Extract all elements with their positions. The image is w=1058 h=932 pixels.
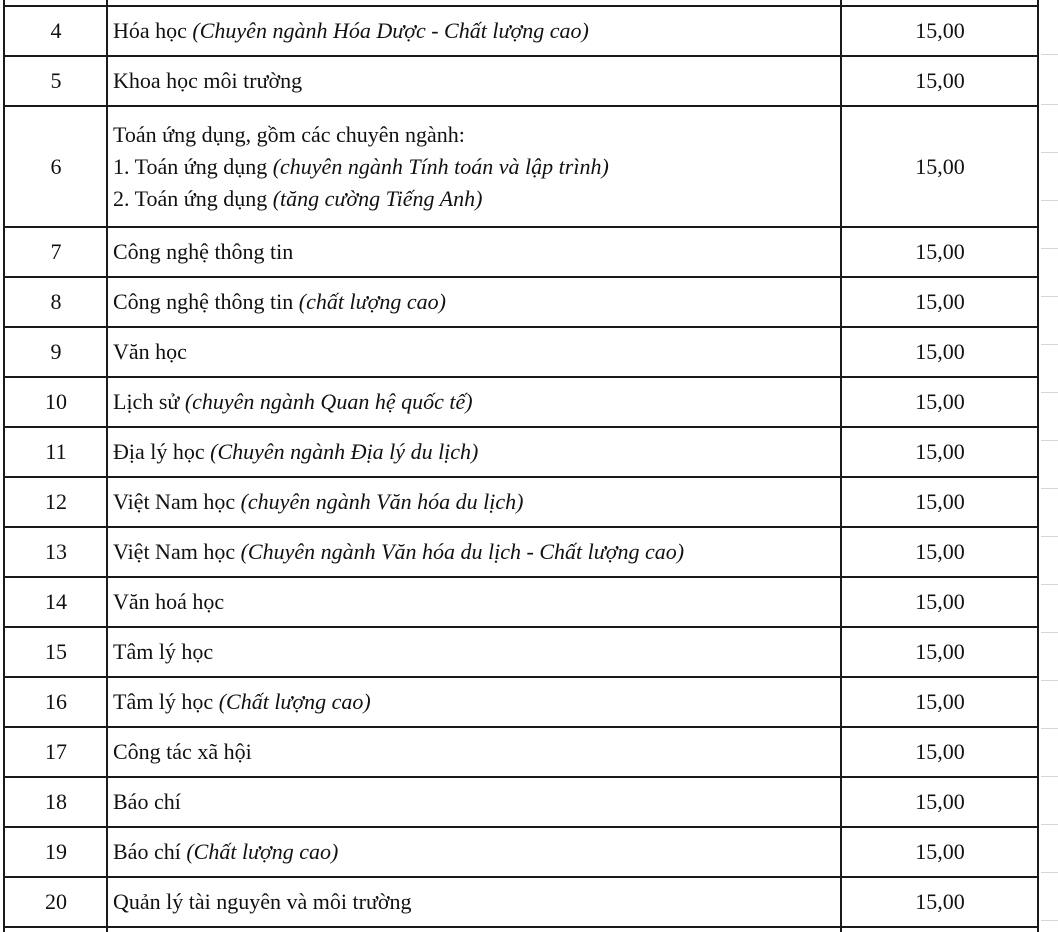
sheet-gridline <box>1041 824 1058 825</box>
major-note: (chất lượng cao) <box>298 289 446 314</box>
major-note: (Chất lượng cao) <box>186 839 339 864</box>
row-number: 8 <box>50 289 62 314</box>
sheet-gridline <box>1041 152 1058 153</box>
row-number: 4 <box>50 18 62 43</box>
score-cell: 15,00 <box>915 789 965 814</box>
row-number: 16 <box>45 689 67 714</box>
sheet-gridline <box>1041 872 1058 873</box>
major-text <box>113 739 252 765</box>
sheet-gridline <box>1041 54 1058 55</box>
major-name: Địa lý học <box>113 439 211 464</box>
major-cell <box>108 527 841 577</box>
table-row <box>0 277 1058 327</box>
major-lines <box>113 119 609 215</box>
sheet-gridline <box>1041 584 1058 585</box>
major-name: 2. Toán ứng dụng <box>113 185 273 211</box>
major-name: Tâm lý học <box>113 639 214 664</box>
row-number: 11 <box>45 439 67 464</box>
major-name: Việt Nam học <box>113 539 241 564</box>
table-row <box>0 727 1058 777</box>
row-number: 20 <box>45 889 67 914</box>
major-name: 1. Toán ứng dụng <box>113 153 273 179</box>
table-row <box>0 327 1058 377</box>
table-row <box>0 527 1058 577</box>
sheet-gridline <box>1041 200 1058 201</box>
major-name: Quản lý tài nguyên và môi trường <box>113 889 412 914</box>
major-note: (chuyên ngành Quan hệ quốc tế) <box>184 389 473 414</box>
row-border <box>4 326 1039 328</box>
major-cell <box>108 427 841 477</box>
major-cell <box>108 627 841 677</box>
major-text <box>113 389 473 415</box>
score-cell: 15,00 <box>915 639 965 664</box>
major-name: Công nghệ thông tin <box>113 289 299 314</box>
row-number: 10 <box>45 389 67 414</box>
row-number: 17 <box>45 739 67 764</box>
major-cell <box>108 877 841 927</box>
column-border <box>3 0 5 932</box>
major-text <box>113 18 589 44</box>
sheet-gridline <box>1041 248 1058 249</box>
major-cell <box>108 727 841 777</box>
major-cell <box>108 6 841 56</box>
score-cell: 15,00 <box>915 239 965 264</box>
score-cell: 15,00 <box>915 889 965 914</box>
score-cell: 15,00 <box>915 289 965 314</box>
major-line <box>113 119 609 151</box>
major-name: Báo chí <box>113 789 181 814</box>
major-text <box>113 639 213 665</box>
major-cell <box>108 277 841 327</box>
row-border <box>4 826 1039 828</box>
major-text <box>113 239 293 265</box>
major-name: Công tác xã hội <box>113 739 252 764</box>
score-cell: 15,00 <box>915 689 965 714</box>
major-cell <box>108 777 841 827</box>
major-text <box>113 339 187 365</box>
major-name: Tâm lý học <box>113 689 219 714</box>
column-border <box>1037 0 1039 932</box>
major-cell <box>108 577 841 627</box>
major-text <box>113 839 338 865</box>
sheet-gridline <box>1041 344 1058 345</box>
sheet-gridline <box>1041 536 1058 537</box>
table-row <box>0 777 1058 827</box>
major-text <box>113 889 412 915</box>
sheet-gridline <box>1041 392 1058 393</box>
sheet-gridline <box>1041 632 1058 633</box>
row-border <box>4 576 1039 578</box>
table-row <box>0 227 1058 277</box>
row-border <box>4 876 1039 878</box>
major-line <box>113 183 609 215</box>
row-number: 9 <box>50 339 62 364</box>
table-row <box>0 477 1058 527</box>
score-cell: 15,00 <box>915 539 965 564</box>
major-text <box>113 589 224 615</box>
major-text <box>113 68 302 94</box>
major-name: Văn hoá học <box>113 589 225 614</box>
row-number: 19 <box>45 839 67 864</box>
row-border <box>4 55 1039 57</box>
major-note: (tăng cường Tiếng Anh) <box>272 185 483 211</box>
major-name: Báo chí <box>113 839 187 864</box>
score-cell: 15,00 <box>915 68 965 93</box>
major-note: (chuyên ngành Văn hóa du lịch) <box>240 489 524 514</box>
row-number: 15 <box>45 639 67 664</box>
score-cell: 15,00 <box>915 739 965 764</box>
row-border <box>4 926 1039 928</box>
major-note: (Chuyên ngành Văn hóa du lịch - Chất lượng cao) <box>240 539 685 564</box>
score-cell: 15,00 <box>915 589 965 614</box>
sheet-gridline <box>1041 488 1058 489</box>
major-text <box>113 489 523 515</box>
row-border <box>4 676 1039 678</box>
sheet-gridline <box>1041 920 1058 921</box>
major-cell <box>108 827 841 877</box>
row-border <box>4 426 1039 428</box>
row-border <box>4 5 1039 7</box>
score-cell: 15,00 <box>915 339 965 364</box>
table-row <box>0 56 1058 106</box>
sheet-gridline <box>1041 296 1058 297</box>
row-number: 18 <box>45 789 67 814</box>
row-border <box>4 476 1039 478</box>
major-cell <box>108 677 841 727</box>
sheet-gridline <box>1041 728 1058 729</box>
major-line <box>113 151 609 183</box>
table-row <box>0 577 1058 627</box>
row-number: 6 <box>50 153 62 179</box>
row-border <box>4 105 1039 107</box>
score-cell: 15,00 <box>915 489 965 514</box>
table-row <box>0 627 1058 677</box>
major-note: (Chuyên ngành Hóa Dược - Chất lượng cao) <box>192 18 589 43</box>
table-row <box>0 377 1058 427</box>
sheet-gridline <box>1041 680 1058 681</box>
table-row <box>0 6 1058 56</box>
major-name: Văn học <box>113 339 187 364</box>
major-cell <box>108 377 841 427</box>
row-border <box>4 376 1039 378</box>
table-row <box>0 106 1058 227</box>
row-number: 7 <box>50 239 62 264</box>
major-name: Toán ứng dụng, gồm các chuyên ngành: <box>113 121 465 147</box>
major-cell <box>108 56 841 106</box>
column-border <box>106 0 108 932</box>
major-text <box>113 289 446 315</box>
row-number: 14 <box>45 589 67 614</box>
table-row <box>0 877 1058 927</box>
sheet-gridline <box>1041 104 1058 105</box>
major-note: (Chất lượng cao) <box>218 689 371 714</box>
sheet-gridline <box>1041 776 1058 777</box>
row-number: 13 <box>45 539 67 564</box>
major-name: Lịch sử <box>113 389 185 414</box>
table-row <box>0 827 1058 877</box>
major-name: Hóa học <box>113 18 193 43</box>
major-cell <box>108 227 841 277</box>
score-cell: 15,00 <box>915 839 965 864</box>
major-cell <box>108 327 841 377</box>
score-cell: 15,00 <box>915 389 965 414</box>
row-border <box>4 776 1039 778</box>
score-cell: 15,00 <box>915 18 965 43</box>
major-text <box>113 539 684 565</box>
major-name: Việt Nam học <box>113 489 241 514</box>
major-cell <box>108 106 841 227</box>
score-cell: 15,00 <box>915 153 965 179</box>
table-row <box>0 427 1058 477</box>
table-row <box>0 677 1058 727</box>
column-border <box>840 0 842 932</box>
score-cell: 15,00 <box>915 439 965 464</box>
row-border <box>4 276 1039 278</box>
major-cell <box>108 477 841 527</box>
major-note: (chuyên ngành Tính toán và lập trình) <box>272 153 609 179</box>
major-text <box>113 439 478 465</box>
row-number: 12 <box>45 489 67 514</box>
row-border <box>4 726 1039 728</box>
row-border <box>4 526 1039 528</box>
row-number: 5 <box>50 68 62 93</box>
sheet-gridline <box>1041 440 1058 441</box>
major-name: Công nghệ thông tin <box>113 239 294 264</box>
major-text <box>113 789 181 815</box>
row-border <box>4 626 1039 628</box>
major-name: Khoa học môi trường <box>113 68 303 93</box>
major-text <box>113 689 371 715</box>
major-note: (Chuyên ngành Địa lý du lịch) <box>210 439 479 464</box>
row-border <box>4 226 1039 228</box>
